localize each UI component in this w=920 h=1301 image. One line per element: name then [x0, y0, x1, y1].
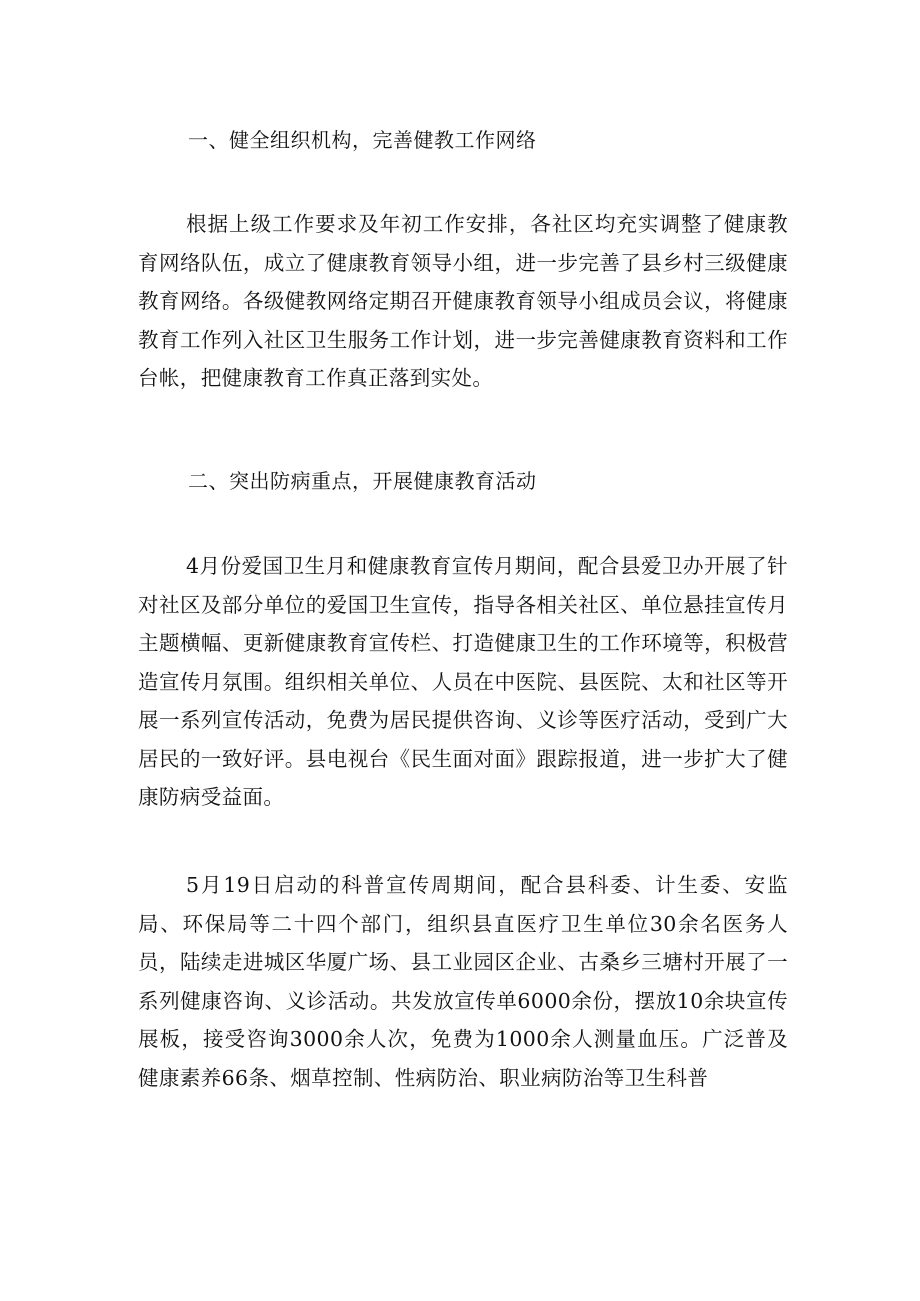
section-heading-1: 一、健全组织机构，完善健教工作网络: [188, 128, 537, 152]
section-1-paragraph-1: 根据上级工作要求及年初工作安排，各社区均充实调整了健康教育网络队伍，成立了健康教育领导小组，进一步完善了县乡村三级健康教育网络。各级健教网络定期召开健康教育领导小组成员会议，将健康教育工作列入社区卫生服务工作计划，进一步完善健康教育资料和工作台帐，把健康教育工作真正落到实处。: [138, 212, 788, 390]
section-2-paragraph-1: 4月份爱国卫生月和健康教育宣传月期间，配合县爱卫办开展了针对社区及部分单位的爱国卫生宣传，指导各相关社区、单位悬挂宣传月主题横幅、更新健康教育宣传栏、打造健康卫生的工作环境等，积极营造宣传月氛围。组织相关单位、人员在中医院、县医院、太和社区等开展一系列宣传活动，免费为居民提供咨询、义诊等医疗活动，受到广大居民的一致好评。县电视台《民生面对面》跟踪报道，进一步扩大了健康防病受益面。: [138, 554, 788, 809]
section-2-paragraph-2: 5月19日启动的科普宣传周期间，配合县科委、计生委、安监局、环保局等二十四个部门，组织县直医疗卫生单位30余名医务人员，陆续走进城区华厦广场、县工业园区企业、古桑乡三塘村开展了一系列健康咨询、义诊活动。共发放宣传单6000余份，摆放10余块宣传展板，接受咨询3000余人次，免费为1000余人测量血压。广泛普及健康素养66条、烟草控制、性病防治、职业病防治等卫生科普: [138, 873, 788, 1090]
section-heading-2: 二、突出防病重点，开展健康教育活动: [188, 469, 537, 493]
